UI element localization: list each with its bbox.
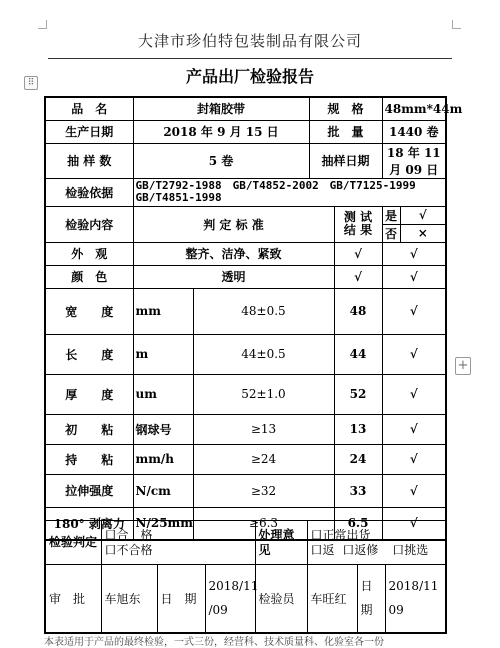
table-row (45, 374, 446, 414)
inspector-label: 检验员 (255, 565, 307, 633)
item-standard: ≥13 (193, 414, 334, 444)
inspector-name: 车旺红 (307, 565, 357, 633)
basis-line-2: GB/T4851-1998 (135, 191, 222, 204)
production-date-label: 生产日期 (45, 120, 133, 143)
sample-date-label: 抽样日期 (309, 143, 382, 178)
table-row (45, 265, 446, 288)
page-corner-mark (38, 20, 47, 29)
item-ok: √ (382, 288, 446, 334)
item-standard: ≥32 (193, 474, 334, 507)
item-ok: √ (382, 444, 446, 474)
inspect-date-label-line-1: 日 (360, 579, 373, 594)
production-date-value: 2018 年 9 月 15 日 (133, 120, 309, 143)
result-header (334, 206, 382, 242)
result-header-line-1: 测 试 (343, 210, 373, 224)
fail-checkbox[interactable]: 口不合格 (104, 542, 153, 557)
no-mark: × (400, 224, 446, 242)
table-row (45, 242, 446, 265)
handling-label: 处理意见 (255, 521, 307, 565)
sample-count-label: 抽 样 数 (45, 143, 133, 178)
product-name-label: 品 名 (45, 97, 133, 120)
inspect-date-label (357, 565, 385, 633)
judgement-label: 检验判定 (45, 521, 101, 565)
content-header: 检验内容 (45, 206, 133, 242)
item-result: 52 (334, 374, 382, 414)
batch-value: 1440 卷 (382, 120, 446, 143)
product-name-value: 封箱胶带 (133, 97, 309, 120)
item-ok: √ (382, 374, 446, 414)
item-unit: mm/h (133, 444, 193, 474)
spec-value: 48mm*44m (382, 97, 446, 120)
item-unit: mm (133, 288, 193, 334)
table-row (45, 334, 446, 374)
rework-checkbox[interactable]: 口返修 (342, 542, 379, 557)
basis-line-1: GB/T2792-1988 GB/T4852-2002 GB/T7125-1999 (135, 179, 416, 192)
sample-date-value: 18 年 11 月 09 日 (382, 143, 446, 178)
inspect-date-line-1: 2018/11 (388, 579, 439, 594)
basis-label: 检验依据 (45, 178, 133, 206)
pass-checkbox[interactable]: 口合 格 (104, 527, 153, 542)
approve-date-label: 日 期 (157, 565, 205, 633)
item-standard: 44±0.5 (193, 334, 334, 374)
approver-name: 车旭东 (101, 565, 157, 633)
pick-checkbox[interactable]: 口挑选 (392, 542, 429, 557)
item-standard: ≥6.3 (193, 507, 334, 540)
yes-header: 是 (382, 206, 400, 224)
table-row (45, 288, 446, 334)
item-ok: √ (382, 507, 446, 540)
table-row (45, 474, 446, 507)
item-ok: √ (382, 265, 446, 288)
approve-label: 审 批 (45, 565, 101, 633)
handling-options (307, 521, 446, 565)
item-unit: um (133, 374, 193, 414)
result-header-line-2: 结 果 (343, 223, 373, 237)
approve-date-line-2: /09 (208, 603, 228, 618)
page-corner-mark (452, 20, 461, 29)
item-standard: 52±1.0 (193, 374, 334, 414)
inspect-date-line-2: 09 (388, 603, 404, 618)
no-header: 否 (382, 224, 400, 242)
judgement-options (101, 521, 255, 565)
standard-header: 判 定 标 准 (133, 206, 334, 242)
item-name: 外 观 (45, 242, 133, 265)
footer-note: 本表适用于产品的最终检验，一式三份，经营科、技术质量科、化验室各一份 (44, 637, 384, 648)
item-ok: √ (382, 242, 446, 265)
item-result: 33 (334, 474, 382, 507)
item-unit: N/cm (133, 474, 193, 507)
item-result: 44 (334, 334, 382, 374)
item-unit: N/25mm (133, 507, 193, 540)
item-result: 48 (334, 288, 382, 334)
item-name: 厚 度 (45, 374, 133, 414)
return-checkbox[interactable]: 口返 (310, 542, 335, 557)
spec-label: 规 格 (309, 97, 382, 120)
item-name: 180° 剥离力 (45, 507, 133, 540)
add-column-icon[interactable]: + (455, 357, 471, 375)
item-standard: 透明 (133, 265, 334, 288)
sample-count-value: 5 卷 (133, 143, 309, 178)
item-name: 颜 色 (45, 265, 133, 288)
item-result: 24 (334, 444, 382, 474)
inspection-table (44, 96, 463, 541)
item-ok: √ (382, 334, 446, 374)
table-move-handle-icon[interactable]: ⠿ (24, 76, 38, 90)
approve-date-line-1: 2018/11 (208, 579, 259, 594)
table-row (45, 414, 446, 444)
item-result: 6.5 (334, 507, 382, 540)
item-name: 持 粘 (45, 444, 133, 474)
item-name: 宽 度 (45, 288, 133, 334)
approve-date-value (205, 565, 259, 633)
yes-mark: √ (400, 206, 446, 224)
item-unit: m (133, 334, 193, 374)
item-unit: 钢球号 (133, 414, 193, 444)
item-name: 初 粘 (45, 414, 133, 444)
item-result: 13 (334, 414, 382, 444)
header-divider (48, 58, 452, 59)
item-result: √ (334, 265, 382, 288)
item-standard: 整齐、洁净、紧致 (133, 242, 334, 265)
inspect-date-value (385, 565, 446, 633)
report-title: 产品出厂检验报告 (185, 67, 314, 86)
inspect-date-label-line-2: 期 (360, 603, 373, 618)
item-standard: ≥24 (193, 444, 334, 474)
item-name: 拉伸强度 (45, 474, 133, 507)
item-ok: √ (382, 414, 446, 444)
item-name: 长 度 (45, 334, 133, 374)
table-row (45, 444, 446, 474)
batch-label: 批 量 (309, 120, 382, 143)
basis-value (133, 178, 446, 206)
conclusion-table (44, 520, 447, 634)
item-standard: 48±0.5 (193, 288, 334, 334)
item-result: √ (334, 242, 382, 265)
company-name: 大津市珍伯特包装制品有限公司 (137, 32, 362, 50)
item-ok: √ (382, 474, 446, 507)
normal-ship-checkbox[interactable]: 口正常出货 (310, 527, 371, 542)
